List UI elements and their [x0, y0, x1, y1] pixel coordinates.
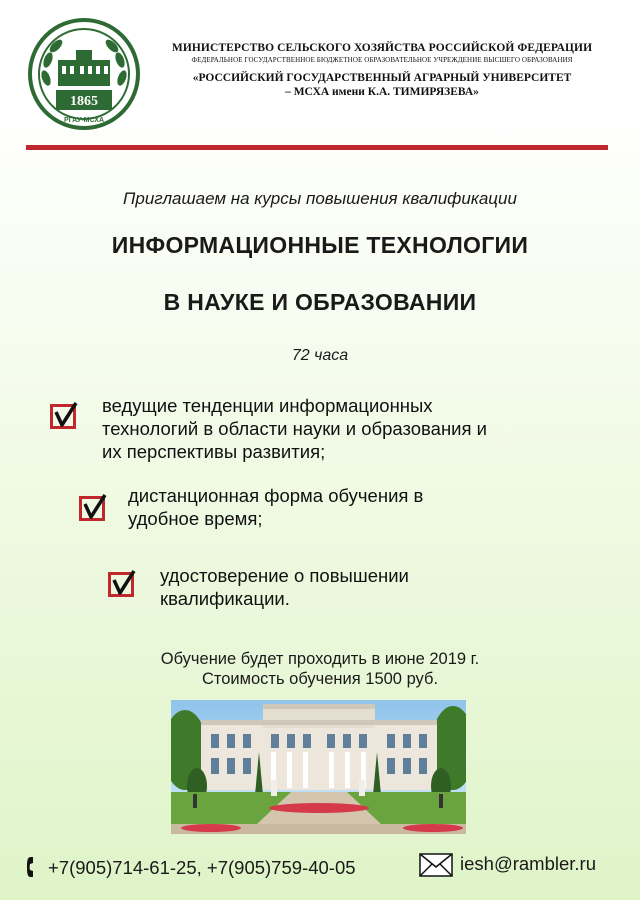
- bullet-line: их перспективы развития;: [102, 441, 326, 462]
- phone-icon: [26, 856, 42, 878]
- bullet-line: ведущие тенденции информационных: [102, 395, 433, 416]
- schedule-note: Обучение будет проходить в июне 2019 г.: [160, 650, 480, 668]
- phone-numbers: +7(905)714-61-25, +7(905)759-40-05: [48, 857, 356, 878]
- institution-type: ФЕДЕРАЛЬНОЕ ГОСУДАРСТВЕННОЕ БЮДЖЕТНОЕ ОБРАЗОВАТЕЛЬНОЕ УЧРЕЖДЕНИЕ ВЫСШЕГО ОБРАЗОВАНИЯ: [191, 56, 573, 64]
- course-title-line2: В НАУКЕ И ОБРАЗОВАНИИ: [163, 289, 477, 315]
- university-building-photo: [171, 700, 466, 834]
- course-hours: 72 часа: [291, 347, 349, 364]
- bullet-line: квалификации.: [160, 588, 290, 609]
- logo-motto: РГАУ-МСХА: [63, 117, 105, 124]
- checkmark-icon: [79, 494, 105, 520]
- header-divider: [26, 145, 608, 150]
- logo-year: 1865: [70, 94, 98, 109]
- email-link[interactable]: iesh@rambler.ru: [460, 853, 596, 874]
- checkmark-icon: [50, 402, 76, 428]
- bullet-item: [128, 484, 528, 530]
- bullet-item: [102, 394, 572, 463]
- bullet-line: технологий в области науки и образования и: [102, 418, 488, 439]
- university-logo: [26, 18, 142, 130]
- university-name-line2: – МСХА имени К.А. ТИМИРЯЗЕВА»: [285, 86, 479, 98]
- bullet-line: дистанционная форма обучения в: [128, 485, 424, 506]
- mail-icon: [419, 853, 453, 877]
- bullet-item: [160, 564, 560, 610]
- course-title-line1: ИНФОРМАЦИОННЫЕ ТЕХНОЛОГИИ: [111, 232, 529, 258]
- ministry-name: МИНИСТЕРСТВО СЕЛЬСКОГО ХОЗЯЙСТВА РОССИЙСКОЙ ФЕДЕРАЦИИ: [171, 42, 593, 54]
- bullet-line: удостоверение о повышении: [160, 565, 409, 586]
- university-name-line1: «РОССИЙСКИЙ ГОСУДАРСТВЕННЫЙ АГРАРНЫЙ УНИВЕРСИТЕТ: [192, 72, 572, 84]
- checkmark-icon: [108, 570, 134, 596]
- price-note: Стоимость обучения 1500 руб.: [201, 670, 439, 688]
- invite-text: Приглашаем на курсы повышения квалификации: [123, 189, 517, 208]
- bullet-line: удобное время;: [128, 508, 263, 529]
